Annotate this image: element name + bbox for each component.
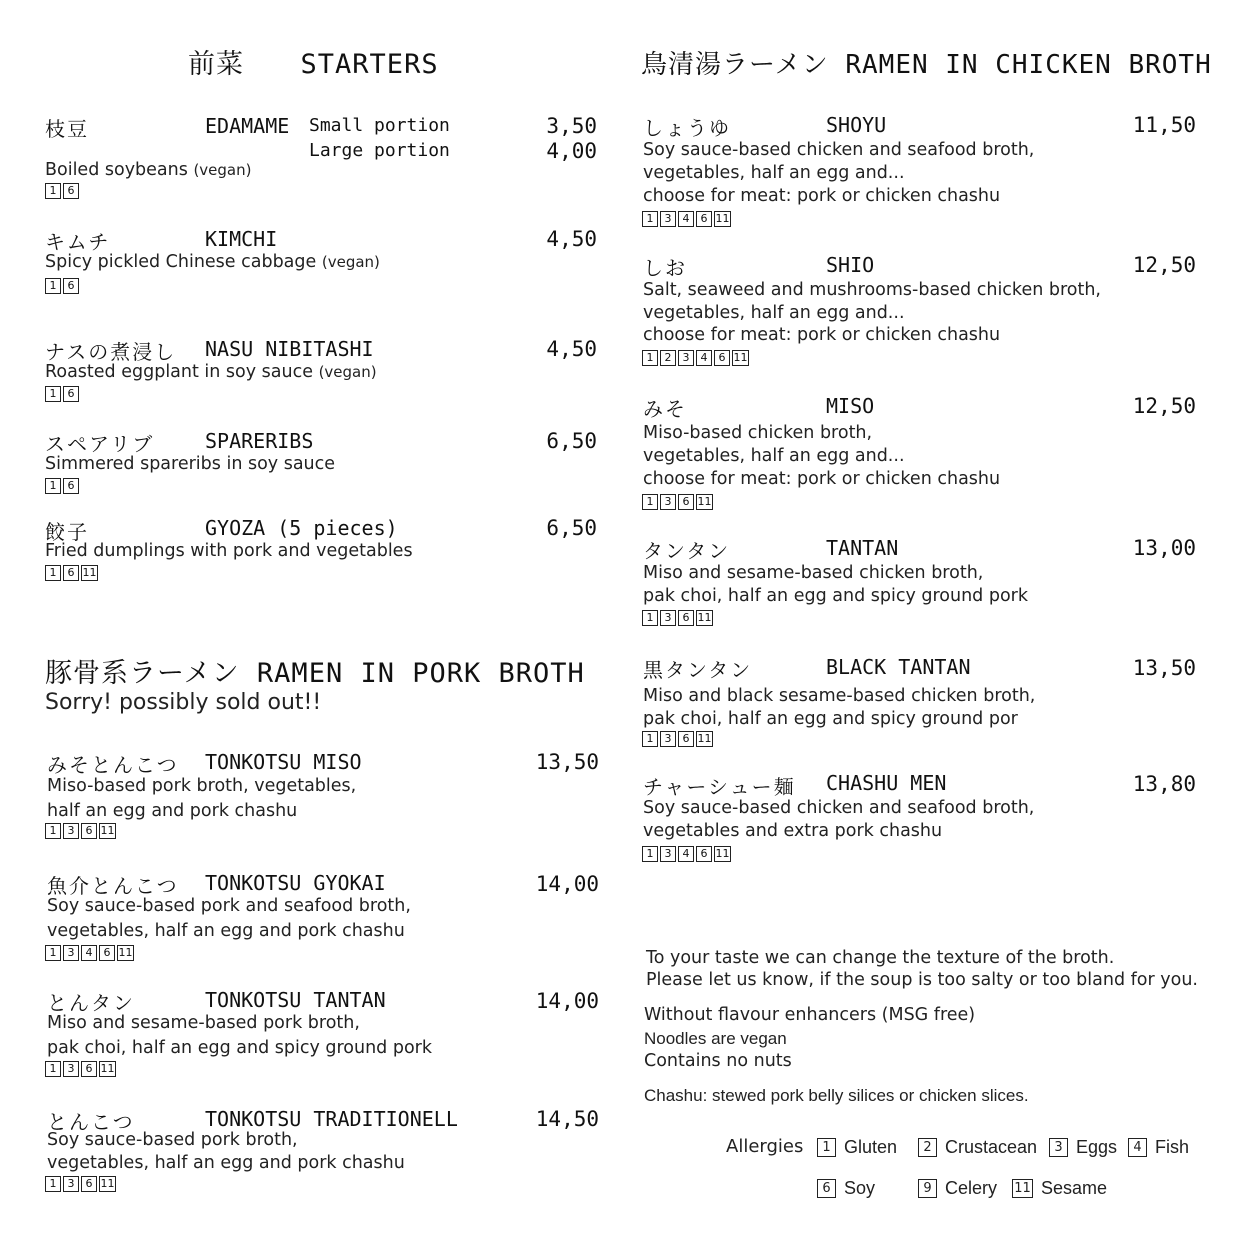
allergen-code: 1: [642, 846, 658, 862]
allergen-code: 3: [63, 823, 79, 839]
item-jp-name: みそ: [643, 397, 687, 421]
note-taste-1: To your taste we can change the texture of the broth.: [646, 948, 1115, 968]
item-description-line: vegetables, half an egg and pork chashu: [47, 921, 405, 941]
item-jp-name: 餃子: [45, 520, 89, 544]
item-jp-name: スペアリブ: [45, 432, 155, 456]
allergen-code: 1: [45, 386, 61, 402]
chicken-ramen-title: [641, 44, 1212, 81]
allergen-code: 6: [696, 846, 712, 862]
item-price: 13,50: [535, 750, 599, 774]
item-jp-name: しょうゆ: [643, 116, 731, 140]
allergen-code: 3: [63, 945, 79, 961]
item-jp-name: しお: [643, 256, 687, 280]
allergen-name: Soy: [844, 1177, 876, 1198]
allergen-code: 1: [45, 565, 61, 581]
item-price: 12,50: [1132, 394, 1196, 418]
portion-large: Large portion: [309, 140, 450, 161]
allergen-code: 4: [678, 846, 694, 862]
allergen-code: 3: [63, 1176, 79, 1192]
item-price: 14,50: [535, 1107, 599, 1131]
portion-small: Small portion: [309, 115, 450, 136]
allergen-code: 11: [697, 495, 712, 508]
item-price: 6,50: [546, 516, 597, 540]
note-taste-2: Please let us know, if the soup is too salty or too bland for you.: [646, 970, 1198, 990]
allergen-codes: [45, 1061, 116, 1077]
item-price: 4,50: [546, 227, 597, 251]
allergen-code: 11: [100, 1062, 115, 1075]
pork-ramen-title: [45, 651, 585, 690]
item-description: Simmered spareribs in soy sauce: [45, 454, 336, 474]
allergen-code: 4: [696, 350, 712, 366]
allergen-code: 11: [100, 1177, 115, 1190]
item-description-line: vegetables, half an egg and...: [643, 163, 905, 183]
item-description-line: Miso and sesame-based pork broth,: [47, 1013, 360, 1033]
item-jp-name: 黒タンタン: [643, 658, 753, 682]
allergen-code: 11: [733, 351, 748, 364]
allergen-code: 1: [45, 1176, 61, 1192]
allergen-code: 1: [45, 278, 61, 294]
allergen-code: 3: [660, 731, 676, 747]
allergen-code: 11: [715, 212, 730, 225]
item-description-line: vegetables, half an egg and...: [643, 446, 905, 466]
item-description-line: Soy sauce-based pork and seafood broth,: [47, 896, 411, 916]
allergen-code: 1: [642, 731, 658, 747]
allergen-legend-soy: [817, 1177, 875, 1199]
allergen-codes: [642, 731, 713, 747]
item-price: 14,00: [535, 872, 599, 896]
item-jp-name: とんこつ: [47, 1110, 135, 1134]
allergen-code: 11: [715, 847, 730, 860]
allergen-legend-crustacean: [918, 1136, 1037, 1158]
item-price-large: 4,00: [546, 139, 597, 163]
starters-title: [188, 42, 439, 81]
item-description: Boiled soybeans (vegan): [45, 160, 252, 180]
allergen-code: 1: [45, 183, 61, 199]
item-price-small: 3,50: [546, 114, 597, 138]
allergen-codes: [642, 846, 731, 862]
item-description-line: choose for meat: pork or chicken chashu: [643, 186, 1001, 206]
allergen-code: 3: [660, 846, 676, 862]
item-jp-name: とんタン: [47, 991, 135, 1015]
item-en-name: GYOZA (5 pieces): [205, 516, 398, 540]
allergen-name: Gluten: [844, 1136, 898, 1157]
allergen-codes: [45, 386, 79, 402]
item-description-line: choose for meat: pork or chicken chashu: [643, 325, 1001, 345]
item-en-name: NASU NIBITASHI: [205, 337, 374, 361]
item-description-line: Soy sauce-based chicken and seafood broth,: [643, 140, 1035, 160]
allergen-legend-eggs: [1049, 1136, 1117, 1158]
item-en-name: TONKOTSU GYOKAI: [205, 871, 386, 895]
item-en-name: TANTAN: [826, 536, 899, 560]
item-price: 12,50: [1132, 253, 1196, 277]
allergen-code: 6: [63, 478, 79, 494]
item-price: 11,50: [1132, 113, 1196, 137]
allergen-number: 4: [1128, 1138, 1147, 1157]
allergen-code: 6: [678, 610, 694, 626]
allergen-codes: [45, 823, 116, 839]
allergen-code: 6: [678, 731, 694, 747]
allergen-number: 9: [918, 1179, 937, 1198]
item-en-name: MISO: [826, 394, 875, 418]
allergen-codes: [642, 350, 749, 366]
allergen-code: 6: [63, 565, 79, 581]
allergen-code: 1: [642, 211, 658, 227]
allergen-code: 3: [660, 494, 676, 510]
allergen-name: Sesame: [1041, 1177, 1108, 1198]
allergen-code: 11: [697, 732, 712, 745]
allergen-codes: [642, 211, 731, 227]
allergen-code: 11: [100, 824, 115, 837]
item-en-name: KIMCHI: [205, 227, 278, 251]
allergen-number: 6: [817, 1179, 836, 1198]
allergen-number: 11: [1012, 1179, 1033, 1198]
allergen-code: 1: [45, 1061, 61, 1077]
item-description-line: choose for meat: pork or chicken chashu: [643, 469, 1001, 489]
allergen-code: 1: [642, 350, 658, 366]
allergen-code: 6: [81, 823, 97, 839]
item-en-name: TONKOTSU MISO: [205, 750, 362, 774]
allergen-code: 6: [678, 494, 694, 510]
allergen-code: 3: [678, 350, 694, 366]
allergen-code: 11: [697, 611, 712, 624]
item-jp-name: キムチ: [45, 230, 111, 254]
item-description-line: vegetables, half an egg and pork chashu: [47, 1153, 405, 1173]
allergen-codes: [642, 610, 713, 626]
item-jp-name: タンタン: [643, 539, 731, 563]
allergen-codes: [45, 945, 134, 961]
item-price: 13,50: [1132, 656, 1196, 680]
sold-out-notice: Sorry! possibly sold out!!: [45, 690, 322, 715]
allergen-code: 11: [82, 566, 97, 579]
item-description-line: Soy sauce-based chicken and seafood broth,: [643, 798, 1035, 818]
item-en-name: CHASHU MEN: [826, 771, 947, 795]
starters-title-en: STARTERS: [300, 49, 439, 80]
allergen-codes: [45, 565, 98, 581]
allergen-code: 3: [63, 1061, 79, 1077]
allergen-number: 3: [1049, 1138, 1068, 1157]
item-description-line: Miso-based chicken broth,: [643, 423, 873, 443]
item-description-line: vegetables, half an egg and...: [643, 303, 905, 323]
item-description-line: half an egg and pork chashu: [47, 801, 298, 821]
allergen-codes: [45, 278, 79, 294]
allergen-codes: [45, 183, 79, 199]
item-description: Roasted eggplant in soy sauce (vegan): [45, 362, 377, 382]
item-jp-name: 魚介とんこつ: [47, 874, 179, 898]
allergen-code: 6: [81, 1061, 97, 1077]
item-en-name: SPARERIBS: [205, 429, 314, 453]
starters-title-jp: 前菜: [188, 49, 244, 80]
allergen-code: 6: [63, 278, 79, 294]
item-jp-name: みそとんこつ: [47, 753, 179, 777]
note-no-nuts: Contains no nuts: [644, 1051, 792, 1071]
allergen-name: Eggs: [1076, 1136, 1118, 1157]
allergen-name: Crustacean: [945, 1136, 1038, 1157]
allergen-name: Celery: [945, 1177, 998, 1198]
item-price: 13,00: [1132, 536, 1196, 560]
item-description: Fried dumplings with pork and vegetables: [45, 541, 413, 561]
allergen-code: 4: [81, 945, 97, 961]
allergen-codes: [45, 478, 79, 494]
pork-ramen-title-en: RAMEN IN PORK BROTH: [256, 658, 585, 689]
allergen-code: 1: [45, 945, 61, 961]
item-description-line: Miso and black sesame-based chicken broth,: [643, 686, 1036, 706]
allergen-code: 6: [63, 386, 79, 402]
allergen-code: 6: [714, 350, 730, 366]
item-en-name: SHOYU: [826, 113, 887, 137]
item-en-name: BLACK TANTAN: [826, 655, 971, 679]
allergen-code: 4: [678, 211, 694, 227]
allergen-code: 1: [642, 610, 658, 626]
allergen-legend-fish: [1128, 1136, 1189, 1158]
allergen-code: 1: [642, 494, 658, 510]
note-noodles-vegan: Noodles are vegan: [644, 1029, 787, 1048]
allergen-code: 6: [696, 211, 712, 227]
allergen-codes: [642, 494, 713, 510]
item-description-line: Soy sauce-based pork broth,: [47, 1130, 298, 1150]
item-description: Spicy pickled Chinese cabbage (vegan): [45, 252, 380, 272]
allergen-name: Fish: [1155, 1136, 1190, 1157]
allergen-code: 1: [45, 478, 61, 494]
allergen-legend-sesame: [1012, 1177, 1107, 1199]
allergen-code: 11: [118, 946, 133, 959]
item-description-line: Salt, seaweed and mushrooms-based chicken broth,: [643, 280, 1101, 300]
allergen-code: 1: [45, 823, 61, 839]
allergen-number: 1: [817, 1138, 836, 1157]
note-chashu: Chashu: stewed pork belly silices or chicken slices.: [644, 1086, 1029, 1105]
note-msg-free: Without flavour enhancers (MSG free): [644, 1005, 976, 1025]
pork-ramen-title-jp: 豚骨系ラーメン: [45, 658, 240, 689]
chicken-ramen-title-en: RAMEN IN CHICKEN BROTH: [845, 50, 1212, 80]
allergen-codes: [45, 1176, 116, 1192]
allergen-code: 2: [660, 350, 676, 366]
item-description-line: pak choi, half an egg and spicy ground pork: [47, 1038, 432, 1058]
item-description-line: Miso and sesame-based chicken broth,: [643, 563, 984, 583]
item-en-name: TONKOTSU TANTAN: [205, 988, 386, 1012]
allergen-code: 3: [660, 211, 676, 227]
item-en-name: EDAMAME: [205, 114, 290, 138]
allergen-code: 6: [63, 183, 79, 199]
item-en-name: SHIO: [826, 253, 875, 277]
item-jp-name: ナスの煮浸し: [45, 340, 177, 364]
item-price: 6,50: [546, 429, 597, 453]
item-description-line: pak choi, half an egg and spicy ground por: [643, 709, 1018, 729]
allergen-code: 6: [99, 945, 115, 961]
allergen-legend-celery: [918, 1177, 997, 1199]
allergen-code: 3: [660, 610, 676, 626]
allergen-number: 2: [918, 1138, 937, 1157]
item-price: 13,80: [1132, 772, 1196, 796]
item-description-line: pak choi, half an egg and spicy ground pork: [643, 586, 1028, 606]
item-jp-name: チャーシュー麺: [643, 775, 796, 799]
item-description-line: Miso-based pork broth, vegetables,: [47, 776, 357, 796]
allergen-legend-gluten: [817, 1136, 897, 1158]
item-jp-name: 枝豆: [45, 117, 89, 141]
allergen-code: 6: [81, 1176, 97, 1192]
allergies-label: Allergies: [726, 1136, 804, 1157]
item-en-name: TONKOTSU TRADITIONELL: [205, 1107, 458, 1131]
item-description-line: vegetables and extra pork chashu: [643, 821, 943, 841]
item-price: 4,50: [546, 337, 597, 361]
item-price: 14,00: [535, 989, 599, 1013]
chicken-ramen-title-jp: 鳥清湯ラーメン: [641, 50, 829, 80]
